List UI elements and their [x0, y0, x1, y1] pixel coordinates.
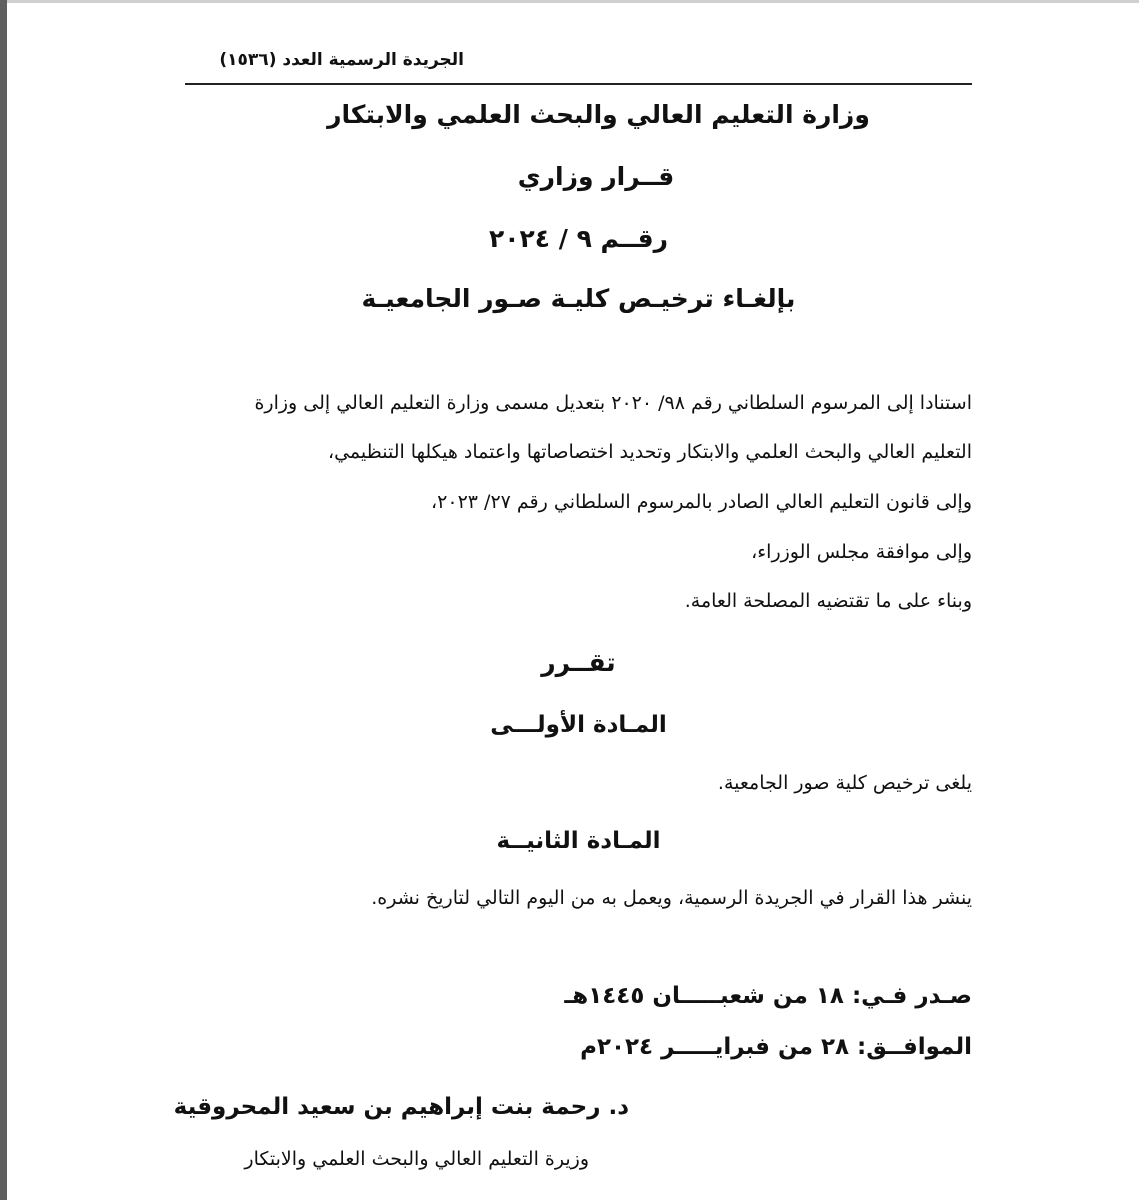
preamble-line: وإلى موافقة مجلس الوزراء،	[751, 541, 972, 563]
signatory-title: وزيرة التعليم العالي والبحث العلمي والابتكار	[244, 1148, 589, 1170]
decides-heading: تقــرر	[541, 648, 616, 677]
article-1-text: يلغى ترخيص كلية صور الجامعية.	[717, 772, 972, 794]
corresponding-date-gregorian: الموافــق: ٢٨ من فبرايـــــر ٢٠٢٤م	[580, 1034, 972, 1060]
header-rule	[185, 83, 972, 85]
preamble-line: وإلى قانون التعليم العالي الصادر بالمرسوم السلطاني رقم ٢٧/ ٢٠٢٣،	[431, 491, 972, 513]
article-1-heading: المـادة الأولـــى	[490, 712, 667, 738]
decision-type-heading: قــرار وزاري	[517, 162, 675, 191]
preamble-line: استنادا إلى المرسوم السلطاني رقم ٩٨/ ٢٠٢٠ بتعديل مسمى وزارة التعليم العالي إلى وزارة	[254, 392, 972, 414]
decision-number: رقــم ٩ / ٢٠٢٤	[488, 224, 669, 253]
issued-date-hijri: صـدر فـي: ١٨ من شعبـــــان ١٤٤٥هـ	[564, 983, 972, 1009]
decision-subject: بإلغـاء ترخيـص كليـة صـور الجامعيـة	[361, 284, 796, 313]
article-2-heading: المـادة الثانيــة	[496, 828, 661, 854]
running-head: الجريدة الرسمية العدد (١٥٣٦)	[219, 50, 464, 70]
preamble-line: وبناء على ما تقتضيه المصلحة العامة.	[684, 590, 972, 612]
article-2-text: ينشر هذا القرار في الجريدة الرسمية، ويعمل به من اليوم التالي لتاريخ نشره.	[371, 887, 972, 909]
signatory-name: د. رحمة بنت إبراهيم بن سعيد المحروقية	[173, 1094, 629, 1120]
ministry-heading: وزارة التعليم العالي والبحث العلمي والابتكار	[327, 100, 870, 129]
preamble-line: التعليم العالي والبحث العلمي والابتكار وتحديد اختصاصاتها واعتماد هيكلها التنظيمي،	[327, 441, 972, 463]
